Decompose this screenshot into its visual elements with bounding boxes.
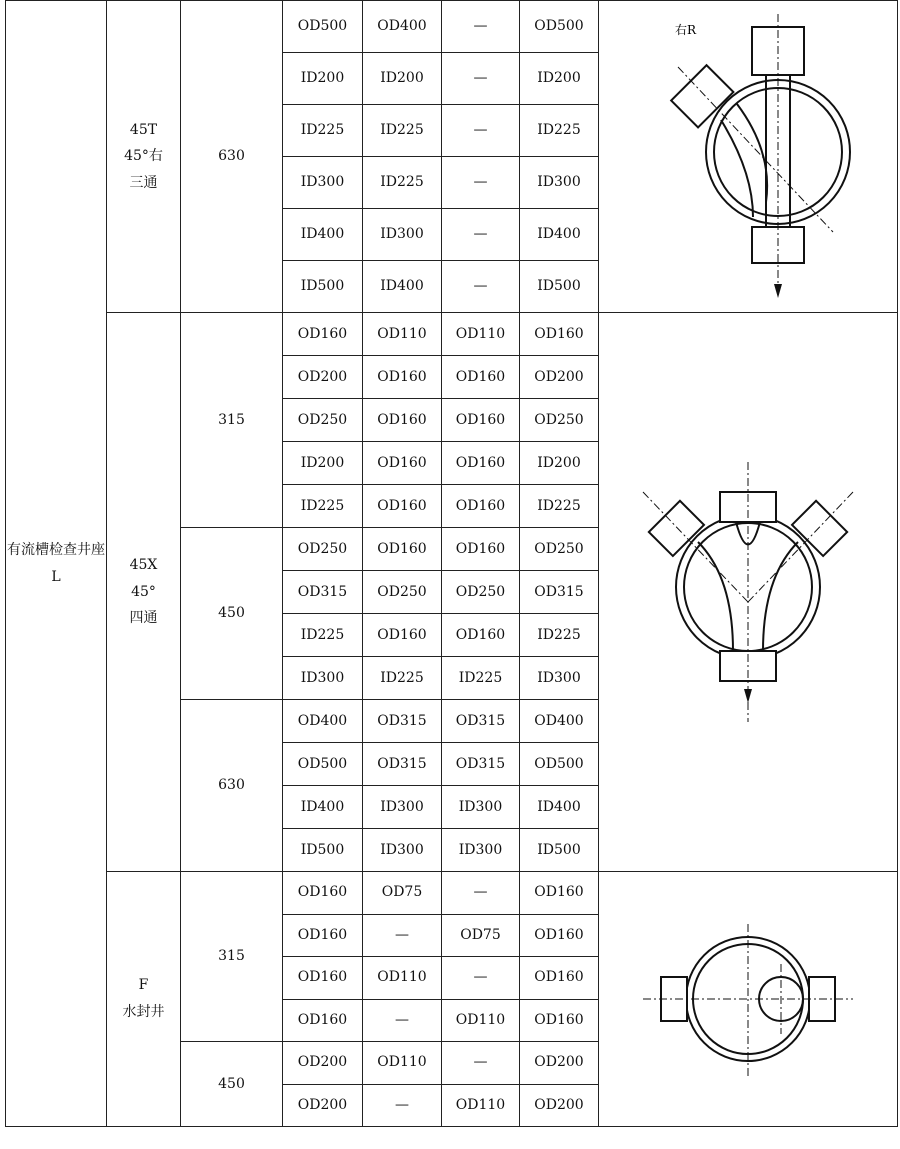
main-outlet-cell: ID300 (283, 657, 363, 700)
branch-inlet-1-cell: ID225 (363, 657, 442, 700)
branch-inlet-2-cell: — (442, 261, 520, 313)
water-seal-well-diagram (603, 899, 893, 1099)
main-outlet-cell: OD160 (283, 999, 363, 1042)
main-inlet-cell: OD160 (520, 313, 599, 356)
main-inlet-cell: OD200 (520, 356, 599, 399)
main-inlet-cell: ID200 (520, 442, 599, 485)
branch-inlet-1-cell: ID225 (363, 105, 442, 157)
main-outlet-cell: OD160 (283, 313, 363, 356)
fitting-type-line: 水封井 (122, 1004, 165, 1020)
main-outlet-cell: ID500 (283, 829, 363, 872)
main-inlet-cell: OD500 (520, 1, 599, 53)
branch-inlet-2-cell: — (442, 157, 520, 209)
branch-inlet-1-cell: ID400 (363, 261, 442, 313)
well-diameter: 630 (181, 1, 283, 313)
main-outlet-cell: OD200 (283, 1042, 363, 1085)
main-outlet-cell: ID400 (283, 786, 363, 829)
well-diameter: 315 (181, 872, 283, 1042)
branch-inlet-1-cell: OD160 (363, 528, 442, 571)
branch-inlet-2-cell: — (442, 1042, 520, 1085)
main-outlet-cell: ID225 (283, 614, 363, 657)
main-inlet-cell: OD160 (520, 872, 599, 915)
branch-inlet-1-cell: OD110 (363, 313, 442, 356)
main-inlet-cell: ID500 (520, 261, 599, 313)
branch-inlet-2-cell: — (442, 105, 520, 157)
branch-inlet-1-cell: — (363, 1084, 442, 1127)
branch-inlet-1-cell: OD160 (363, 614, 442, 657)
branch-inlet-1-cell: ID200 (363, 53, 442, 105)
branch-inlet-1-cell: — (363, 999, 442, 1042)
main-outlet-cell: OD160 (283, 914, 363, 957)
main-outlet-cell: ID225 (283, 105, 363, 157)
fitting-spec-table (5, 0, 898, 1127)
branch-inlet-1-cell: OD110 (363, 957, 442, 1000)
main-outlet-cell: ID300 (283, 157, 363, 209)
table-row (6, 1, 898, 53)
branch-inlet-2-cell: — (442, 209, 520, 261)
fitting-type (107, 872, 181, 1127)
branch-inlet-1-cell: OD400 (363, 1, 442, 53)
diagram-label: 右R (675, 22, 697, 37)
diagram-cell (599, 872, 898, 1127)
main-inlet-cell: OD250 (520, 528, 599, 571)
main-outlet-cell: OD250 (283, 399, 363, 442)
main-outlet-cell: OD315 (283, 571, 363, 614)
branch-inlet-1-cell: ID300 (363, 209, 442, 261)
diagram-cell (599, 313, 898, 872)
cross-45-diagram (603, 457, 893, 727)
branch-inlet-1-cell: OD315 (363, 743, 442, 786)
main-outlet-cell: OD160 (283, 872, 363, 915)
branch-inlet-1-cell: OD75 (363, 872, 442, 915)
well-diameter: 450 (181, 528, 283, 700)
branch-inlet-2-cell: — (442, 957, 520, 1000)
branch-inlet-1-cell: OD315 (363, 700, 442, 743)
branch-inlet-1-cell: OD160 (363, 485, 442, 528)
main-inlet-cell: OD160 (520, 957, 599, 1000)
main-inlet-cell: ID400 (520, 209, 599, 261)
branch-inlet-2-cell: OD160 (442, 485, 520, 528)
main-inlet-cell: OD200 (520, 1042, 599, 1085)
well-diameter: 315 (181, 313, 283, 528)
branch-inlet-2-cell: ID225 (442, 657, 520, 700)
fitting-type-line: 四通 (129, 610, 158, 627)
group-label: 有流槽检查井座 L (6, 1, 107, 1127)
branch-inlet-2-cell: OD110 (442, 999, 520, 1042)
branch-inlet-2-cell: OD110 (442, 1084, 520, 1127)
main-inlet-cell: OD500 (520, 743, 599, 786)
branch-inlet-2-cell: OD160 (442, 614, 520, 657)
main-inlet-cell: OD315 (520, 571, 599, 614)
fitting-type-line: 45° (131, 583, 156, 600)
fitting-type-line: 45X (129, 557, 158, 574)
fitting-type-line: 45T (129, 121, 158, 138)
branch-inlet-1-cell: — (363, 914, 442, 957)
main-outlet-cell: ID200 (283, 442, 363, 485)
main-inlet-cell: ID225 (520, 105, 599, 157)
diagram-cell (599, 1, 898, 313)
branch-inlet-2-cell: OD160 (442, 528, 520, 571)
main-inlet-cell: ID225 (520, 614, 599, 657)
branch-inlet-1-cell: OD160 (363, 356, 442, 399)
tee-45-right-diagram (603, 2, 893, 312)
fitting-type-line: 45°右 (124, 148, 163, 165)
main-inlet-cell: OD160 (520, 999, 599, 1042)
well-diameter: 630 (181, 700, 283, 872)
fitting-type-line: 三通 (129, 174, 158, 191)
branch-inlet-2-cell: ID300 (442, 829, 520, 872)
table-row (6, 313, 898, 356)
main-outlet-cell: ID500 (283, 261, 363, 313)
main-inlet-cell: ID300 (520, 157, 599, 209)
main-inlet-cell: ID200 (520, 53, 599, 105)
main-outlet-cell: OD160 (283, 957, 363, 1000)
main-outlet-cell: OD500 (283, 743, 363, 786)
branch-inlet-2-cell: — (442, 53, 520, 105)
main-outlet-cell: OD200 (283, 356, 363, 399)
main-inlet-cell: ID500 (520, 829, 599, 872)
branch-inlet-1-cell: ID300 (363, 786, 442, 829)
main-inlet-cell: ID400 (520, 786, 599, 829)
branch-inlet-2-cell: OD315 (442, 743, 520, 786)
main-outlet-cell: OD400 (283, 700, 363, 743)
branch-inlet-2-cell: OD250 (442, 571, 520, 614)
well-diameter: 450 (181, 1042, 283, 1127)
main-outlet-cell: OD200 (283, 1084, 363, 1127)
branch-inlet-1-cell: ID300 (363, 829, 442, 872)
main-inlet-cell: OD250 (520, 399, 599, 442)
branch-inlet-1-cell: OD160 (363, 399, 442, 442)
branch-inlet-1-cell: OD160 (363, 442, 442, 485)
branch-inlet-2-cell: OD160 (442, 356, 520, 399)
branch-inlet-2-cell: OD110 (442, 313, 520, 356)
fitting-type-line: F (138, 977, 149, 994)
branch-inlet-1-cell: OD110 (363, 1042, 442, 1085)
fitting-type (107, 1, 181, 313)
branch-inlet-2-cell: — (442, 872, 520, 915)
branch-inlet-1-cell: OD250 (363, 571, 442, 614)
main-inlet-cell: OD160 (520, 914, 599, 957)
fitting-type (107, 313, 181, 872)
branch-inlet-2-cell: OD315 (442, 700, 520, 743)
branch-inlet-2-cell: OD160 (442, 399, 520, 442)
main-inlet-cell: ID225 (520, 485, 599, 528)
branch-inlet-2-cell: OD75 (442, 914, 520, 957)
table-row (6, 872, 898, 915)
main-outlet-cell: OD500 (283, 1, 363, 53)
main-outlet-cell: ID200 (283, 53, 363, 105)
main-inlet-cell: ID300 (520, 657, 599, 700)
main-inlet-cell: OD400 (520, 700, 599, 743)
main-outlet-cell: OD250 (283, 528, 363, 571)
branch-inlet-2-cell: OD160 (442, 442, 520, 485)
main-outlet-cell: ID400 (283, 209, 363, 261)
branch-inlet-1-cell: ID225 (363, 157, 442, 209)
main-outlet-cell: ID225 (283, 485, 363, 528)
branch-inlet-2-cell: ID300 (442, 786, 520, 829)
main-inlet-cell: OD200 (520, 1084, 599, 1127)
branch-inlet-2-cell: — (442, 1, 520, 53)
